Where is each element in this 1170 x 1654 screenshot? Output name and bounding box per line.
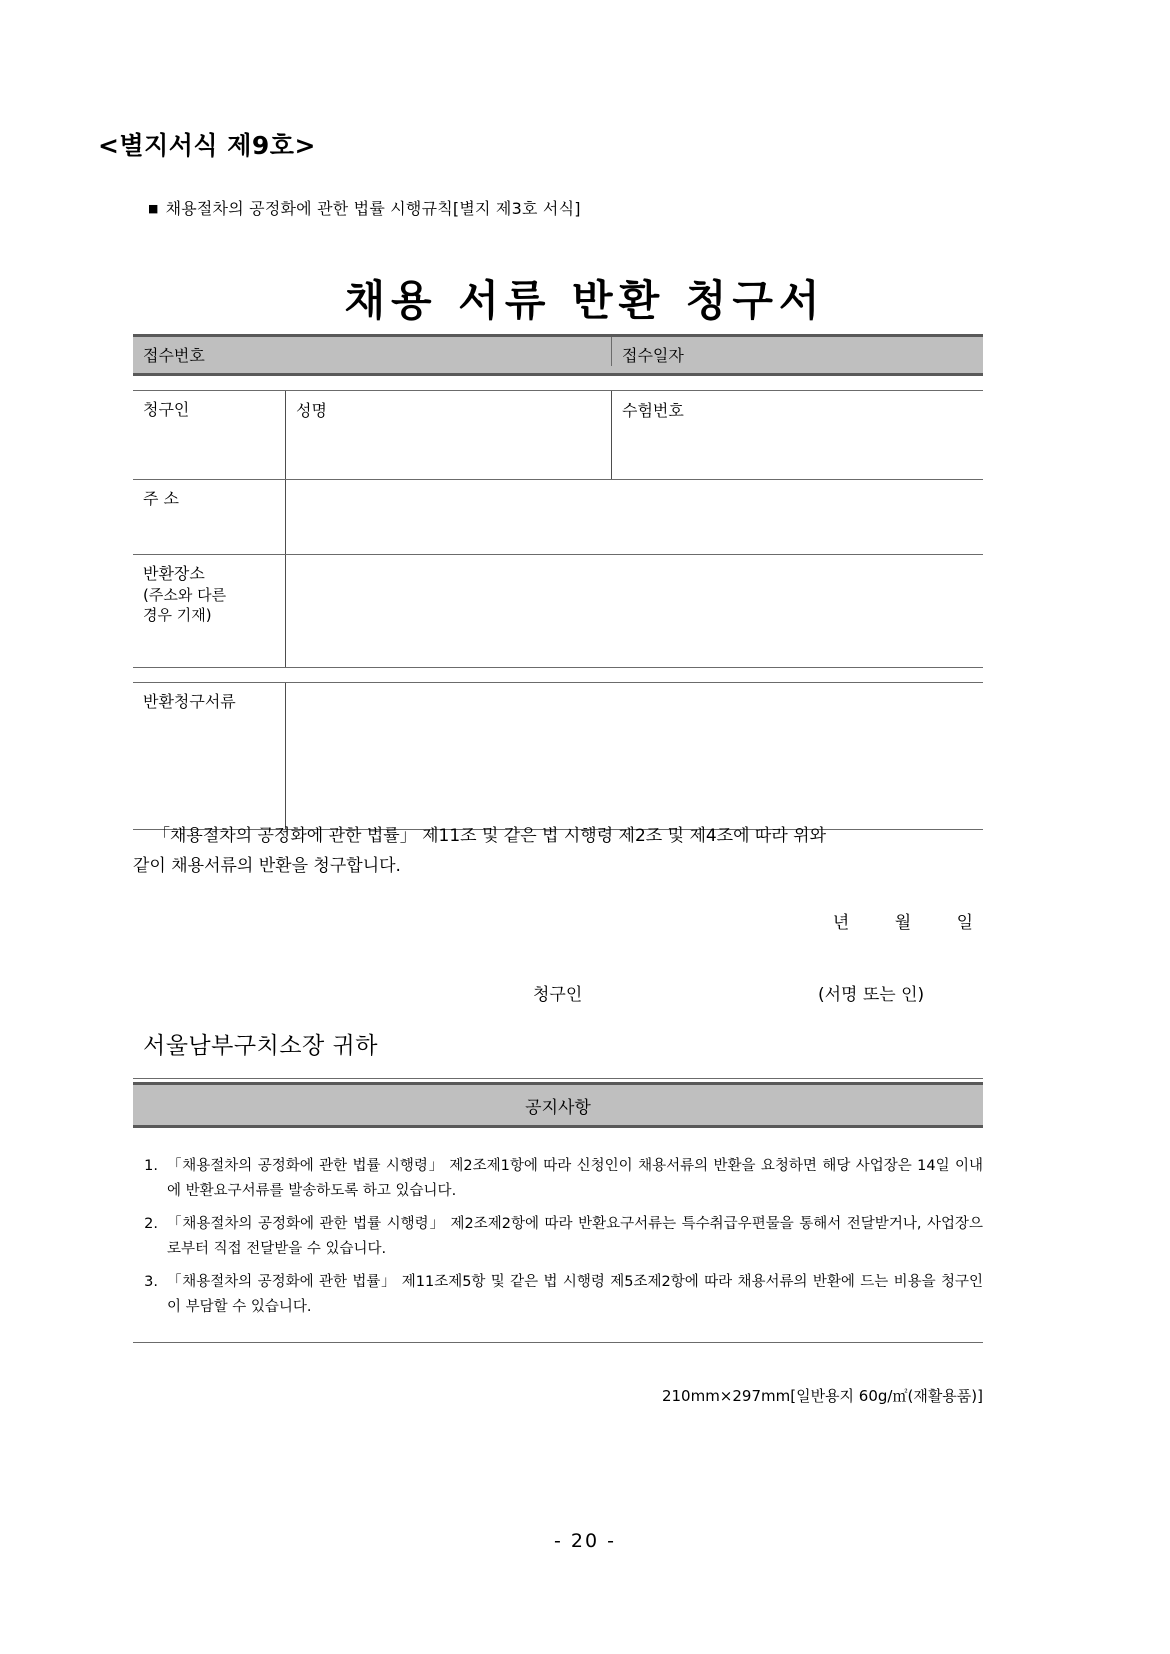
return-place-label: 반환장소 [143,564,205,583]
notice-item-number: 1. [144,1158,158,1174]
table-row [133,334,983,376]
receipt-date-label: 접수일자 [622,346,684,365]
legal-reference-text: 채용절차의 공정화에 관한 법률 시행규칙[별지 제3호 서식] [165,199,581,218]
form-number-heading: <별지서식 제9호> [98,131,316,160]
applicant-name-label: 성명 [296,401,327,420]
table-row [133,682,983,830]
list-item [133,1154,983,1205]
applicant-name-cell[interactable] [286,391,612,479]
signature-seal-label[interactable]: (서명 또는 인) [818,985,925,1005]
table-row [133,479,983,554]
statement-line-2: 같이 채용서류의 반환을 청구합니다. [133,855,401,876]
date-month-label: 월 [894,913,912,933]
date-year-label: 년 [832,913,850,933]
notice-header [133,1082,983,1128]
list-item [133,1212,983,1263]
application-form-table [133,334,983,830]
return-documents-value-cell[interactable] [286,683,983,829]
address-label-cell [133,480,286,554]
receipt-header-row [133,337,983,373]
notice-item-number: 3. [144,1273,158,1290]
signature-claimant-label: 청구인 [533,985,583,1005]
applicant-exam-number-cell[interactable] [612,391,983,479]
table-row [133,554,983,668]
table-gap [133,376,983,390]
applicant-label-cell [133,391,286,479]
address-label: 주 소 [143,489,179,508]
page-number: - 20 - [554,1530,616,1552]
notice-item-text: 「채용절차의 공정화에 관한 법률 시행령」 제2조제2항에 따라 반환요구서류는 특수취급우편물을 통해서 전달받거나, 사업장으로부터 직접 전달받을 수 있습니다. [167,1215,983,1258]
notice-divider [133,1078,983,1079]
notice-bottom-divider [133,1342,983,1343]
paper-specification: 210mm×297mm[일반용지 60g/㎡(재활용품)] [661,1387,983,1405]
return-documents-label: 반환청구서류 [143,692,236,711]
addressee-line: 서울남부구치소장 귀하 [143,1033,378,1059]
address-value-cell[interactable] [286,480,983,554]
list-item [133,1270,983,1321]
return-place-value-cell[interactable] [286,555,983,667]
notice-item-number: 2. [144,1215,158,1232]
return-documents-row [133,683,983,829]
return-place-sublabel-2: 경우 기재) [143,606,212,625]
applicant-label: 청구인 [143,400,190,419]
notice-item-text: 「채용절차의 공정화에 관한 법률」 제11조제5항 및 같은 법 시행령 제5조제2항에 따라 채용서류의 반환에 드는 비용을 청구인이 부담할 수 있습니다. [167,1273,983,1315]
notice-section [133,1078,983,1343]
address-row [133,480,983,554]
date-line [133,908,973,933]
table-row [133,390,983,479]
receipt-number-cell[interactable] [133,337,612,366]
return-documents-label-cell [133,683,286,829]
return-place-row [133,555,983,667]
notice-header-label: 공지사항 [525,1097,591,1118]
legal-reference-line [148,196,581,219]
statement-line-1: 「채용절차의 공정화에 관한 법률」 제11조 및 같은 법 시행령 제2조 및 제4조에 따라 위와 [153,826,827,846]
return-place-label-cell [133,555,286,667]
notice-list [133,1128,983,1320]
applicant-exam-number-label: 수험번호 [622,401,684,420]
applicant-row [133,391,983,479]
date-day-label: 일 [956,913,973,933]
page-title: 채용 서류 반환 청구서 [344,276,826,325]
notice-item-text: 「채용절차의 공정화에 관한 법률 시행령」 제2조제1항에 따라 신청인이 채용서류의 반환을 요청하면 해당 사업장은 14일 이내에 반환요구서류를 발송하도록 하고 있습니다. [167,1158,983,1200]
square-bullet-icon: ■ [148,202,159,215]
table-gap [133,668,983,682]
receipt-number-label: 접수번호 [143,346,205,365]
statement-paragraph [133,822,989,882]
return-place-sublabel-1: (주소와 다른 [143,586,227,605]
receipt-date-cell[interactable] [612,337,983,366]
